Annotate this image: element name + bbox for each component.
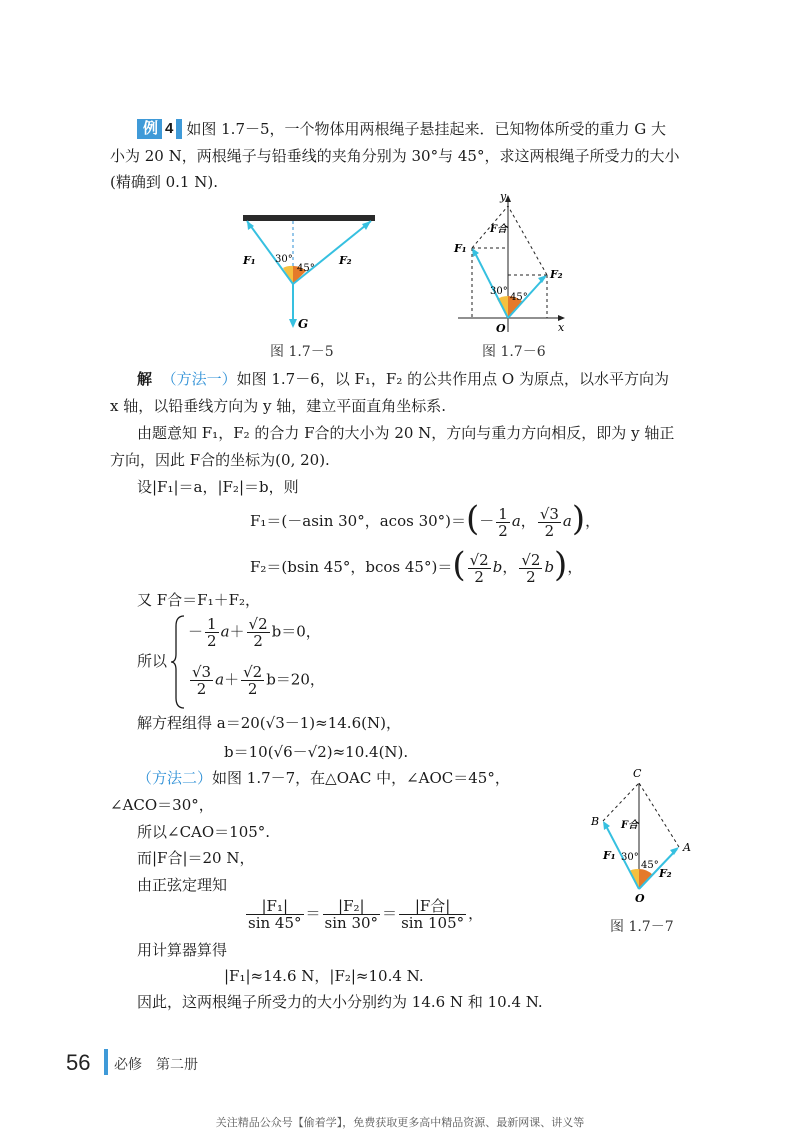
figure-1-7-7 bbox=[585, 765, 705, 905]
label-f1: F₁ bbox=[454, 242, 467, 255]
solve-line-1: 解方程组得 a＝20(√3－1)≈14.6(N)， bbox=[137, 714, 401, 732]
sys1-minus: － bbox=[188, 622, 204, 641]
eq2-end: ， bbox=[567, 558, 583, 576]
label-30: 30° bbox=[621, 852, 639, 863]
solution-line-2: x 轴，以铅垂线方向为 y 轴，建立平面直角坐标系. bbox=[110, 397, 447, 415]
frac-den: 2 bbox=[498, 521, 508, 540]
sys1-plus: ＋ bbox=[229, 622, 245, 641]
method2-line-4: 而|F合|＝20 N， bbox=[137, 849, 255, 867]
sys2-var-a: a bbox=[215, 670, 225, 689]
frac-num: |F合| bbox=[399, 898, 466, 915]
frac-sqrt2-half bbox=[468, 552, 491, 585]
label-g: G bbox=[298, 317, 309, 331]
f2-arrowhead bbox=[362, 221, 371, 230]
method2-line-2: ∠ACO＝30°， bbox=[110, 796, 214, 814]
example-text-1: 如图 1.7－5，一个物体用两根绳子悬挂起来．已知物体所受的重力 G 大 bbox=[186, 120, 667, 138]
frac-sqrt2-half-2 bbox=[519, 552, 542, 585]
figure-1-7-5 bbox=[235, 208, 385, 333]
label-f-he: F合 bbox=[490, 224, 508, 235]
calc-line: 用计算器算得 bbox=[137, 941, 228, 959]
label-f1: F₁ bbox=[603, 849, 616, 862]
label-f-he: F合 bbox=[621, 820, 639, 831]
ceiling-beam bbox=[243, 215, 375, 221]
sys1-frac-1 bbox=[205, 616, 219, 649]
frac-sqrt3-half bbox=[538, 506, 561, 539]
m2-text-1: 如图 1.7－7，在△OAC 中，∠AOC＝45°， bbox=[212, 769, 510, 787]
figure-1-7-6 bbox=[450, 192, 575, 337]
frac-den: 2 bbox=[247, 680, 258, 698]
label-x: x bbox=[558, 321, 565, 334]
ac-dashed bbox=[639, 783, 679, 847]
frac-den: sin 30° bbox=[324, 914, 379, 932]
sys1-var-a: a bbox=[220, 622, 230, 641]
sys2-tail: b＝20， bbox=[266, 670, 325, 689]
rope-left bbox=[247, 221, 293, 284]
label-f1: F₁ bbox=[243, 254, 256, 267]
g-arrowhead bbox=[289, 319, 297, 328]
label-45: 45° bbox=[510, 292, 528, 303]
label-30: 30° bbox=[275, 254, 293, 265]
label-y: y bbox=[500, 192, 507, 203]
sine-frac-1 bbox=[246, 898, 304, 931]
solution-line-3: 由题意知 F₁，F₂ 的合力 F合的大小为 20 N，方向与重力方向相反，即为 y 轴正 bbox=[137, 424, 675, 442]
label-30: 30° bbox=[490, 286, 508, 297]
eq2-lhs: F₂＝(bsin 45°，bcos 45°)＝ bbox=[250, 558, 453, 576]
eq2-var-b1: b bbox=[492, 558, 503, 576]
frac-den: 2 bbox=[196, 680, 207, 698]
example-line-1 bbox=[137, 118, 666, 140]
eq2-var-b2: b bbox=[544, 558, 555, 576]
jie-label: 解 bbox=[137, 370, 153, 388]
rope-right bbox=[293, 221, 371, 284]
label-a: A bbox=[683, 841, 691, 854]
label-c: C bbox=[633, 767, 642, 780]
sys2-plus: ＋ bbox=[224, 670, 240, 689]
example-line-2: 小为 20 N，两根绳子与铅垂线的夹角分别为 30°与 45°，求这两根绳子所受力的大小 bbox=[110, 147, 680, 165]
eq1-lhs: F₁＝(－asin 30°，acos 30°)＝ bbox=[250, 512, 467, 530]
system-eq-1 bbox=[188, 616, 321, 649]
watermark-text: 关注精品公众号【偷着学】，免费获取更多高中精品资源、最新网课、讲义等 bbox=[215, 1116, 585, 1129]
equation-f2: F₂＝(bsin 45°，bcos 45°)＝( $\frac{√2}{2}$ b， $\frac{√2}{2}$ b)， bbox=[250, 545, 583, 586]
conclusion-line: 因此，这两根绳子所受力的大小分别约为 14.6 N 和 10.4 N. bbox=[137, 993, 543, 1011]
left-brace bbox=[170, 614, 186, 710]
method2-line-5: 由正弦定理知 bbox=[137, 876, 228, 894]
footer-accent-bar bbox=[104, 1049, 108, 1075]
solution-line-5: 设|F₁|＝a，|F₂|＝b，则 bbox=[137, 478, 299, 496]
also-line: 又 F合＝F₁＋F₂， bbox=[137, 591, 261, 609]
f1-vector bbox=[474, 251, 508, 318]
eq2-comma: ， bbox=[502, 558, 518, 576]
eq1-end-comma: ， bbox=[585, 512, 601, 530]
frac-num: |F₂| bbox=[323, 898, 381, 915]
frac-den: 2 bbox=[544, 521, 555, 540]
frac-num: |F₁| bbox=[246, 898, 304, 915]
frac-den: 2 bbox=[526, 567, 536, 586]
results-line: |F₁|≈14.6 N，|F₂|≈10.4 N. bbox=[224, 967, 424, 985]
label-f2: F₂ bbox=[339, 254, 352, 267]
frac-den: 2 bbox=[474, 567, 484, 586]
label-o: O bbox=[635, 892, 645, 905]
solution-line-1 bbox=[137, 368, 669, 390]
sys2-frac-2 bbox=[241, 664, 264, 697]
sine-rule-equation: $\frac{\text{|F₁|}}{\sin 45^\circ}$ ＝ $\frac{\text{|F₂|}}{\sin 30^\circ}$ ＝ $\frac{\text{|F合|}}{\sin 105^\circ}$ ， bbox=[248, 897, 484, 932]
sys1-tail: b＝0， bbox=[271, 622, 321, 641]
caption-fig-7: 图 1.7－7 bbox=[610, 919, 674, 935]
sys1-frac-2 bbox=[247, 616, 270, 649]
label-45: 45° bbox=[297, 263, 315, 274]
method2-line-1 bbox=[137, 767, 510, 789]
frac-den: 2 bbox=[207, 632, 217, 650]
sine-comma: ， bbox=[468, 904, 484, 923]
so-label: 所以 bbox=[137, 652, 168, 670]
solve-line-2: b＝10(√6－√2)≈10.4(N). bbox=[224, 743, 409, 761]
frac-num: √3 bbox=[539, 504, 559, 523]
sine-frac-3 bbox=[399, 898, 466, 931]
system-eq-2 bbox=[188, 664, 325, 697]
method2-line-3: 所以∠CAO＝105°. bbox=[137, 823, 271, 841]
eq1-minus: － bbox=[479, 512, 495, 530]
caption-fig-6: 图 1.7－6 bbox=[482, 344, 546, 360]
method-1-label: （方法一） bbox=[161, 370, 237, 388]
eq1-var-a2: a bbox=[562, 512, 572, 530]
book-title: 必修 第二册 bbox=[114, 1057, 198, 1073]
frac-num: √3 bbox=[192, 663, 212, 681]
bc-dashed bbox=[603, 783, 639, 821]
label-f2: F₂ bbox=[659, 867, 672, 880]
example-line-3: (精确到 0.1 N). bbox=[110, 173, 218, 191]
label-o: O bbox=[496, 322, 506, 335]
m1-text-1: 如图 1.7－6，以 F₁，F₂ 的公共作用点 O 为原点，以水平方向为 bbox=[236, 370, 669, 388]
eq1-comma: ， bbox=[520, 512, 536, 530]
sys2-frac-1 bbox=[190, 664, 213, 697]
method-2-label: （方法二） bbox=[137, 769, 213, 787]
eq1-var-a1: a bbox=[511, 512, 521, 530]
page-number: 56 bbox=[66, 1050, 91, 1075]
frac-num: √2 bbox=[248, 615, 268, 633]
label-b: B bbox=[591, 815, 600, 828]
caption-fig-5: 图 1.7－5 bbox=[270, 344, 334, 360]
label-45: 45° bbox=[641, 860, 659, 871]
frac-num: √2 bbox=[469, 550, 489, 569]
frac-num: √2 bbox=[243, 663, 263, 681]
frac-den: sin 105° bbox=[401, 914, 465, 932]
frac-num: 1 bbox=[498, 504, 508, 523]
frac-den: sin 45° bbox=[248, 914, 302, 932]
frac-num: 1 bbox=[207, 615, 217, 633]
parallelogram-side-2 bbox=[508, 206, 547, 275]
equation-f1: F₁＝(－asin 30°，acos 30°)＝(－ $\frac{1}{2}$ a， $\frac{√3}{2}$ a)， bbox=[250, 499, 601, 540]
frac-den: 2 bbox=[253, 632, 263, 650]
sine-frac-2 bbox=[323, 898, 381, 931]
solution-line-4: 方向，因此 F合的坐标为(0, 20). bbox=[110, 451, 330, 469]
label-f2: F₂ bbox=[550, 268, 563, 281]
frac-half bbox=[496, 506, 510, 539]
frac-num: √2 bbox=[521, 550, 541, 569]
example-badge: 例 4 bbox=[137, 119, 182, 139]
